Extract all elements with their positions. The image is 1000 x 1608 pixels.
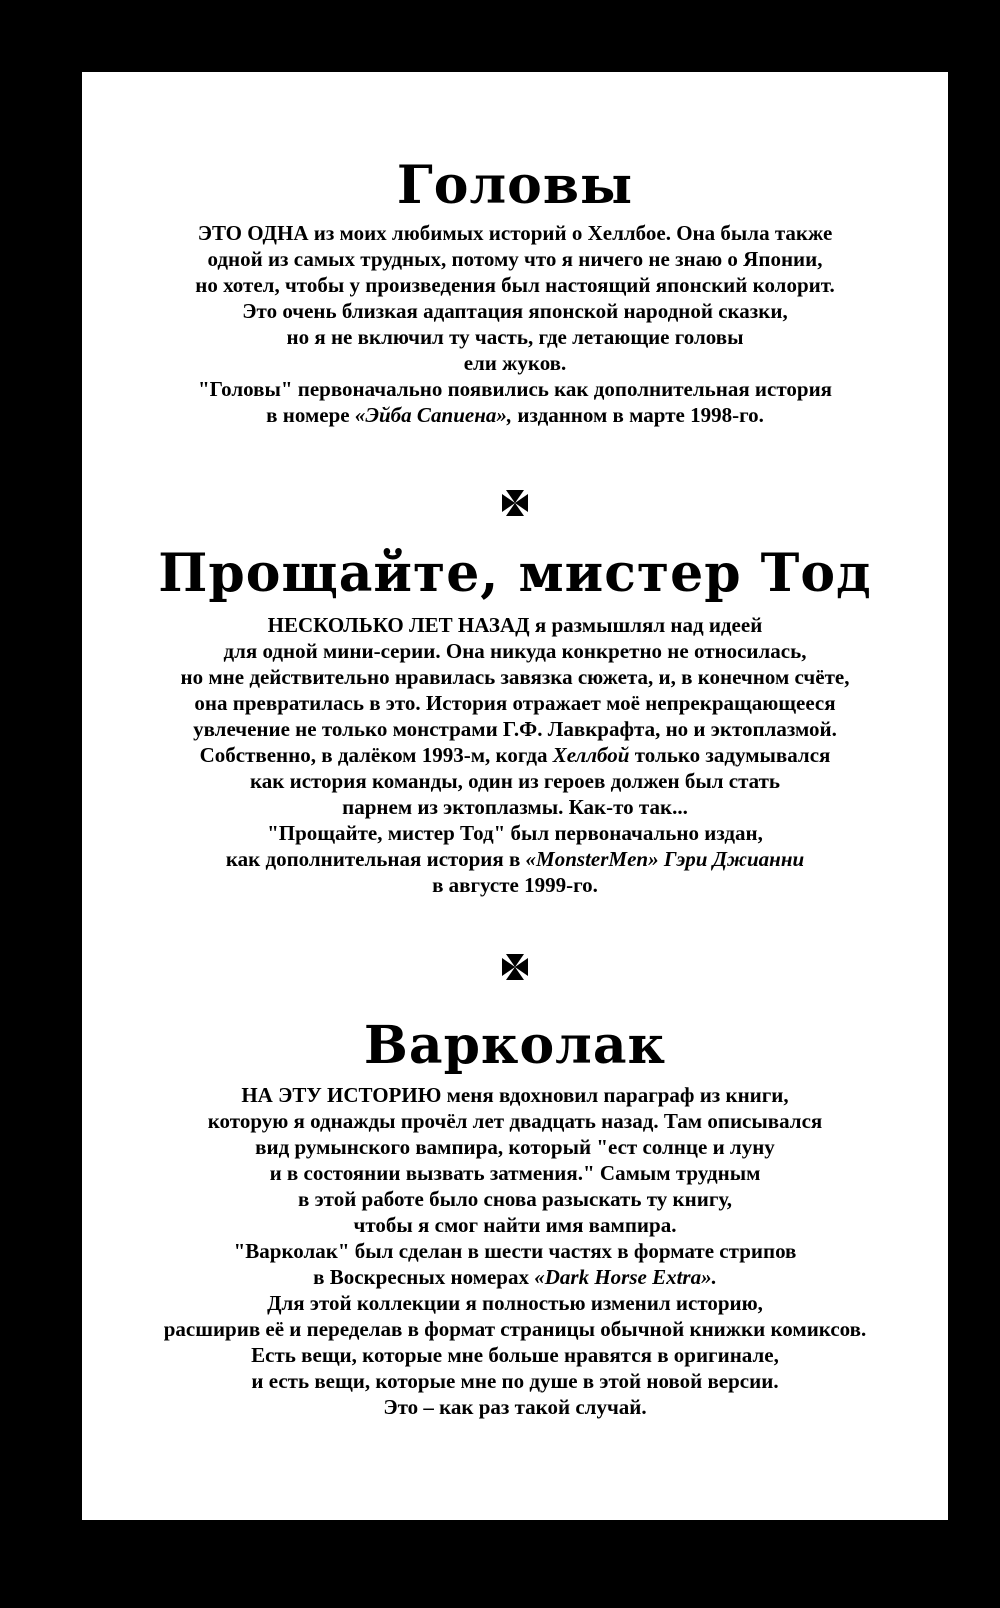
text-run: как история команды, один из героев должен был стать bbox=[249, 769, 781, 793]
text-line bbox=[82, 690, 948, 716]
text-run: ЭТО ОДНА из моих любимых историй о Хеллбое. Она была также bbox=[197, 221, 833, 245]
text-run: "Варколак" был сделан в шести частях в формате стрипов bbox=[233, 1239, 797, 1263]
text-line bbox=[82, 1082, 948, 1108]
text-run: чтобы я смог найти имя вампира. bbox=[353, 1213, 677, 1237]
text-run: в Воскресных номерах bbox=[313, 1265, 535, 1289]
italic-text: Хеллбой bbox=[552, 743, 630, 767]
text-run: Это – как раз такой случай. bbox=[383, 1395, 647, 1419]
text-run: "Головы" первоначально появились как дополнительная история bbox=[197, 377, 833, 401]
section-body-heads bbox=[82, 220, 948, 428]
text-run: изданном в марте 1998-го. bbox=[512, 403, 764, 427]
document-page bbox=[82, 72, 948, 1520]
italic-text: «Эйба Сапиена», bbox=[354, 403, 513, 427]
section-body-varkolak bbox=[82, 1082, 948, 1420]
text-line bbox=[82, 820, 948, 846]
text-run: которую я однажды прочёл лет двадцать назад. Там описывался bbox=[207, 1109, 823, 1133]
text-run: в этой работе было снова разыскать ту книгу, bbox=[298, 1187, 732, 1211]
text-run: и есть вещи, которые мне по душе в этой новой версии. bbox=[251, 1369, 779, 1393]
text-line bbox=[82, 794, 948, 820]
section-title-goodbye-mister-tod: Прощайте, мистер Тод bbox=[158, 543, 872, 604]
text-line bbox=[82, 638, 948, 664]
text-run: НА ЭТУ ИСТОРИЮ меня вдохновил параграф из книги, bbox=[241, 1083, 789, 1107]
text-run: Собственно, в далёком 1993-м, когда bbox=[199, 743, 553, 767]
text-line bbox=[82, 324, 948, 350]
text-line bbox=[82, 846, 948, 872]
text-line bbox=[82, 1186, 948, 1212]
section-title-heads: Головы bbox=[396, 155, 634, 216]
text-run: Это очень близкая адаптация японской народной сказки, bbox=[242, 299, 788, 323]
text-run: "Прощайте, мистер Тод" был первоначально издан, bbox=[267, 821, 763, 845]
text-line bbox=[82, 1160, 948, 1186]
text-run: НЕСКОЛЬКО ЛЕТ НАЗАД я размышлял над идеей bbox=[267, 613, 763, 637]
text-run: в номере bbox=[266, 403, 355, 427]
text-run: увлечение не только монстрами Г.Ф. Лавкрафта, но и эктоплазмой. bbox=[193, 717, 837, 741]
text-run: Есть вещи, которые мне больше нравятся в оригинале, bbox=[251, 1343, 779, 1367]
text-run: одной из самых трудных, потому что я ничего не знаю о Японии, bbox=[207, 247, 823, 271]
text-run: вид румынского вампира, который "ест солнце и луну bbox=[255, 1135, 775, 1159]
text-line bbox=[82, 1316, 948, 1342]
section-body-goodbye-mister-tod bbox=[82, 612, 948, 898]
text-run: но я не включил ту часть, где летающие головы bbox=[286, 325, 744, 349]
text-run: ели жуков. bbox=[463, 351, 567, 375]
text-line bbox=[82, 376, 948, 402]
text-run: она превратилась в это. История отражает моё непрекращающееся bbox=[194, 691, 836, 715]
text-line bbox=[82, 716, 948, 742]
text-line bbox=[82, 402, 948, 428]
text-run: но хотел, чтобы у произведения был настоящий японский колорит. bbox=[195, 273, 835, 297]
text-line bbox=[82, 1108, 948, 1134]
text-run: и в состоянии вызвать затмения." Самым трудным bbox=[269, 1161, 761, 1185]
cross-ornament-icon bbox=[82, 488, 948, 518]
text-line bbox=[82, 298, 948, 324]
text-run: парнем из эктоплазмы. Как-то так... bbox=[342, 795, 688, 819]
text-line bbox=[82, 1134, 948, 1160]
text-line bbox=[82, 220, 948, 246]
text-line bbox=[82, 768, 948, 794]
text-line bbox=[82, 1342, 948, 1368]
text-run: для одной мини-серии. Она никуда конкретно не относилась, bbox=[223, 639, 807, 663]
text-run: но мне действительно нравилась завязка сюжета, и, в конечном счёте, bbox=[180, 665, 850, 689]
italic-text: «Dark Horse Extra». bbox=[534, 1265, 717, 1289]
text-line bbox=[82, 1394, 948, 1420]
text-line bbox=[82, 1238, 948, 1264]
text-line bbox=[82, 1212, 948, 1238]
text-line bbox=[82, 1290, 948, 1316]
text-line bbox=[82, 246, 948, 272]
section-title-varkolak: Варколак bbox=[363, 1015, 667, 1076]
text-line bbox=[82, 664, 948, 690]
text-run: в августе 1999-го. bbox=[432, 873, 598, 897]
text-line bbox=[82, 350, 948, 376]
italic-text: «MonsterMen» Гэри Джианни bbox=[525, 847, 805, 871]
text-run: Для этой коллекции я полностью изменил историю, bbox=[267, 1291, 763, 1315]
text-run: как дополнительная история в bbox=[225, 847, 526, 871]
text-line bbox=[82, 612, 948, 638]
text-line bbox=[82, 1264, 948, 1290]
text-run: расширив её и переделав в формат страницы обычной книжки комиксов. bbox=[163, 1317, 867, 1341]
text-line bbox=[82, 1368, 948, 1394]
cross-ornament-icon bbox=[82, 952, 948, 982]
text-line bbox=[82, 872, 948, 898]
text-line bbox=[82, 272, 948, 298]
text-run: только задумывался bbox=[629, 743, 831, 767]
text-line bbox=[82, 742, 948, 768]
